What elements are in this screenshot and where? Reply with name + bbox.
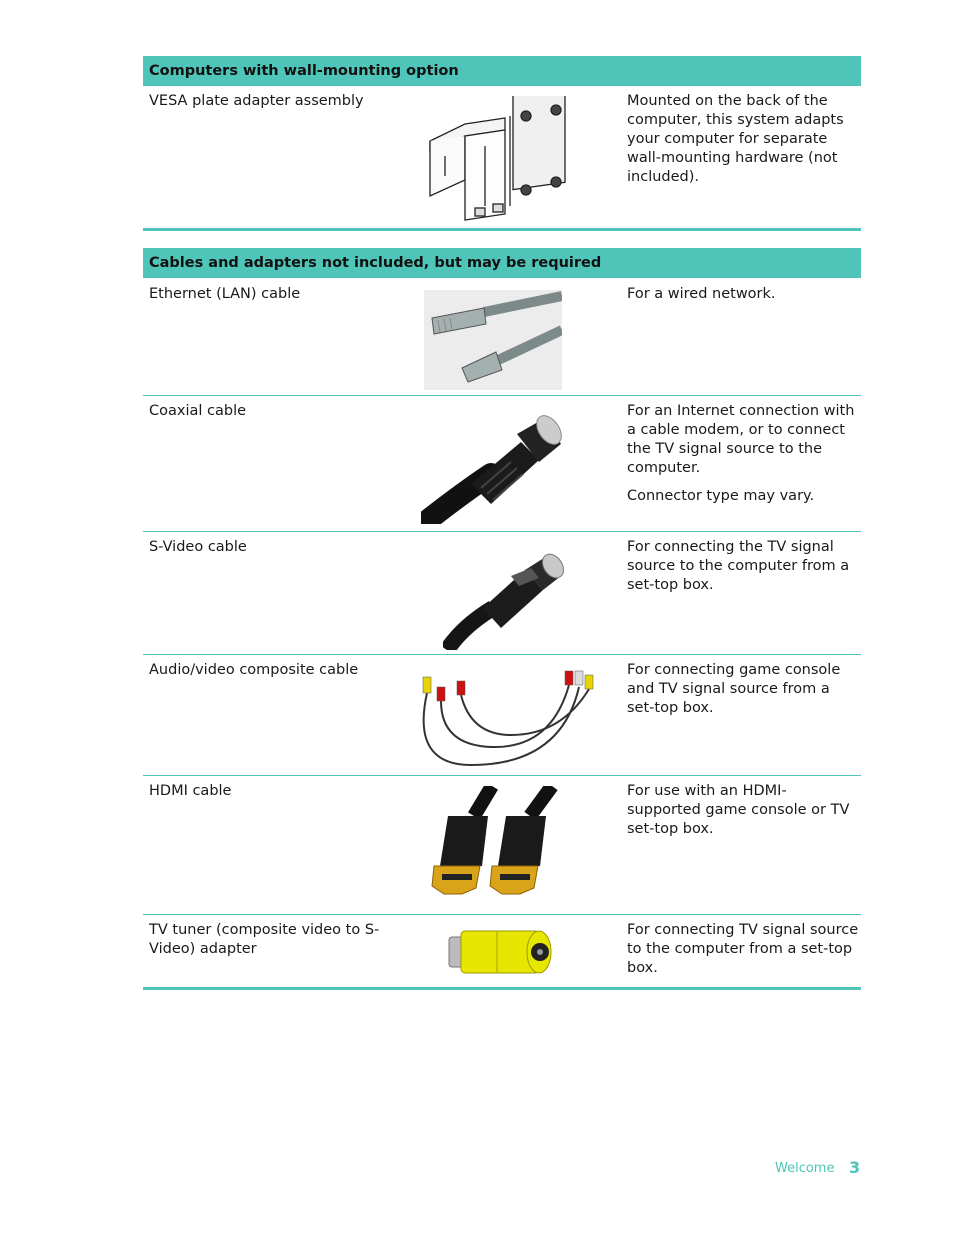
table-row [143,655,861,775]
page-number: 3 [849,1158,861,1177]
table-row [143,86,861,232]
item-description [627,782,859,848]
description-text: Connector type may vary. [627,488,815,504]
item-description [627,285,859,313]
table-row [143,279,861,395]
item-name: VESA plate adapter assembly [149,93,364,109]
item-description [627,538,859,604]
item-name: HDMI cable [149,783,232,799]
table-row [143,532,861,654]
section-divider [143,987,861,990]
item-description [627,661,859,727]
description-text: For connecting TV signal source to the computer from a set-top box. [627,922,859,976]
description-text: For connecting game console and TV signal source from a set-top box. [627,662,841,716]
item-description [627,92,859,196]
description-text: For use with an HDMI-supported game console or TV set-top box. [627,783,850,837]
description-text: For a wired network. [627,286,776,302]
item-description [627,921,859,987]
description-text: For connecting the TV signal source to the computer from a set-top box. [627,539,850,593]
table-row [143,396,861,531]
vesa-plate-adapter-image [425,96,575,226]
hdmi-cable-image [422,786,566,910]
section-header-wall-mounting: Computers with wall-mounting option [143,56,861,86]
footer-section-label: Welcome [775,1161,835,1176]
table-row [143,776,861,914]
item-name: Coaxial cable [149,403,247,419]
item-name: Audio/video composite cable [149,662,359,678]
table-row [143,915,861,987]
av-composite-cable-image [411,665,597,771]
tv-tuner-adapter-image [447,927,555,977]
s-video-cable-image [443,546,583,650]
item-name: S-Video cable [149,539,247,555]
description-text: Mounted on the back of the computer, this system adapts your computer for separate wall-mounting hardware (not included). [627,93,844,185]
description-text: For an Internet connection with a cable modem, or to connect the TV signal source to the computer. [627,403,855,476]
item-name: TV tuner (composite video to S-Video) adapter [149,922,380,957]
item-name: Ethernet (LAN) cable [149,286,301,302]
wall-mounting-section [143,56,861,232]
item-description [627,402,859,515]
section-header-cables: Cables and adapters not included, but may be required [143,248,861,278]
section-divider [143,228,861,231]
coaxial-cable-image [421,404,601,524]
cables-adapters-section [143,248,861,990]
ethernet-cable-image [424,290,562,390]
